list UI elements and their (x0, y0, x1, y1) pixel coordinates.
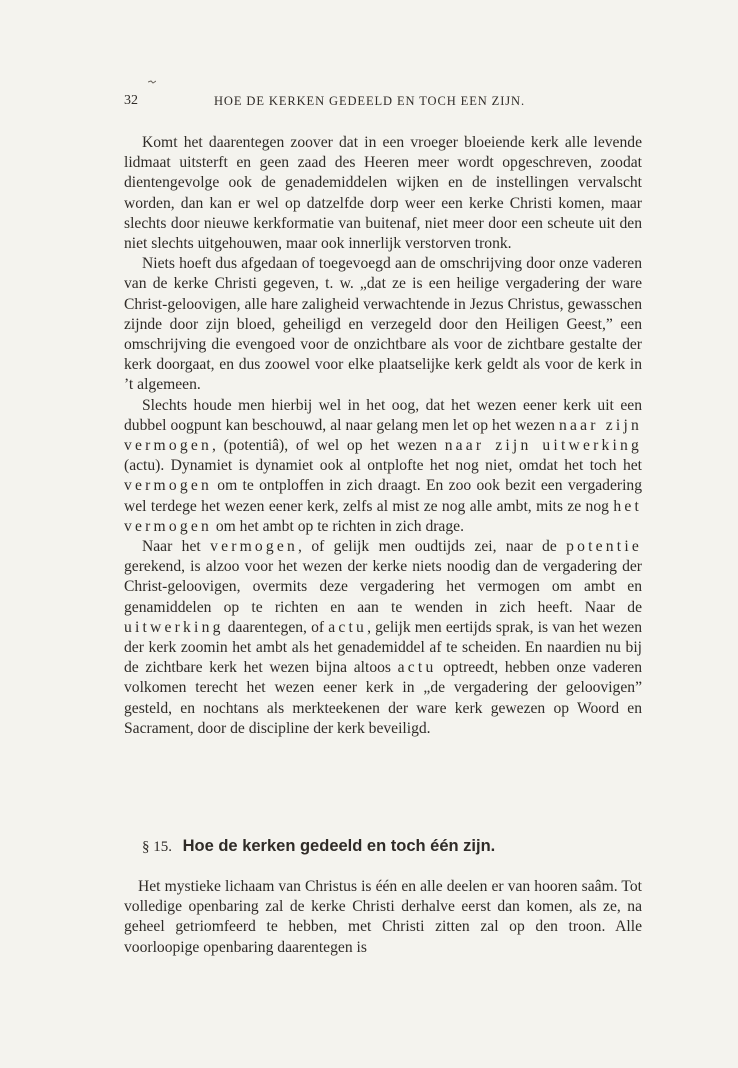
spaced-emphasis: vermogen (210, 538, 299, 556)
spaced-emphasis: actu (397, 659, 437, 677)
text-run: Naar het (142, 538, 211, 556)
paragraph-3 (124, 396, 642, 537)
paragraph-2: Niets hoeft dus afgedaan of toegevoegd aan de omschrijving door onze vaderen van de kerke Christi gegeven, t. w. „dat ze is een heilige vergadering der ware Christ-geloovigen, alle hare zaligheid verwachtende in Jezus Christus, gewasschen zijnde door zijn bloed, geheiligd en verzegeld door den Heiligen Geest,” een omschrijving die evengoed voor de onzichtbare als voor de zichtbare gestalte der kerk doorgaat, en dus zoowel voor elke plaatselijke kerk geldt als voor de kerk in ’t algemeen. (124, 255, 642, 394)
text-run: daarentegen, of (223, 618, 329, 636)
text-run: , gelijk men eertijds sprak, is van het wezen der kerk zoomin het ambt als het genademiddel af te scheiden. En naardien nu bij de zichtbare kerk het wezen bijna altoos (124, 618, 643, 677)
ink-speck (148, 80, 156, 84)
text-run: optreedt, hebben onze vaderen volkomen terecht het wezen eener kerk in „de vergadering der geloovigen” gesteld, en nochtans als merkteekenen der ware kerk gewezen op Woord en Sacrament, door de discipline der kerk beveiligd. (124, 659, 642, 737)
text-run: , (potentiâ), of wel op het wezen (211, 437, 445, 455)
spaced-emphasis: naar zijn uitwerking (444, 437, 642, 455)
main-text (124, 133, 642, 739)
paragraph-4 (124, 537, 642, 739)
text-run: om te ontploffen in zich draagt. En zoo ook bezit een vergadering wel terdege het wezen eener kerk, zelfs al mist ze nog alle ambt, mits ze nog (124, 477, 642, 515)
spaced-emphasis: uitwerking (124, 618, 224, 636)
spaced-emphasis: naar zijn vermogen (124, 416, 642, 455)
page-number: 32 (124, 93, 138, 108)
text-run: , of gelijk men oudtijds zei, naar de (298, 538, 567, 556)
running-title: HOE DE KERKEN GEDEELD EN TOCH EEN ZIJN. (214, 94, 525, 108)
section-number: § 15. (142, 839, 172, 855)
spaced-emphasis: actu (328, 618, 368, 636)
text-run: om het ambt op te richten in zich drage. (211, 517, 464, 535)
text-run: gerekend, is alzoo voor het wezen der kerke niets noodig dan de vergadering der Christ-geloovigen, overmits deze vergadering het vermogen om ambt en genamiddelen op te richten en aan te wenden in zich heeft. Naar de (124, 558, 642, 616)
section-paragraph: Het mystieke lichaam van Christus is één en alle deelen er van hooren saâm. Tot volledige openbaring zal de kerke Christi derhalve eerst dan komen, als ze, na geheel getriomfeerd te hebben, met Christi zitten zal op den troon. Alle voorloopige openbaring daarentegen is (124, 878, 642, 956)
section-heading (142, 837, 642, 856)
spaced-emphasis: het vermogen (124, 497, 642, 535)
paragraph-1: Komt het daarentegen zoover dat in een vroeger bloeiende kerk alle levende lidmaat uitsterft en geen zaad des Heeren meer wordt opgeschreven, zoodat dientengevolge ook de genademiddelen wijken en de instellingen vervalscht worden, dan kan er wel op datzelfde dorp weer een kerke Christi komen, maar slechts door nieuwe kerkformatie van buitenaf, niet meer door een scheute uit den niet slechts uitgehouwen, maar ook innerlijk verstorven tronk. (124, 134, 642, 253)
text-run: (actu). Dynamiet is dynamiet ook al ontplofte het nog niet, omdat het toch het (124, 457, 642, 475)
section-text (124, 877, 642, 958)
text-run: Slechts houde men hierbij wel in het oog, dat het wezen eener kerk uit een dubbel oogpunt kan beschouwd, al naar gelang men let op het wezen (124, 396, 642, 434)
spaced-emphasis: potentie (566, 538, 642, 556)
section-title: Hoe de kerken gedeeld en toch één zijn. (182, 837, 496, 855)
spaced-emphasis: vermogen (124, 477, 212, 495)
